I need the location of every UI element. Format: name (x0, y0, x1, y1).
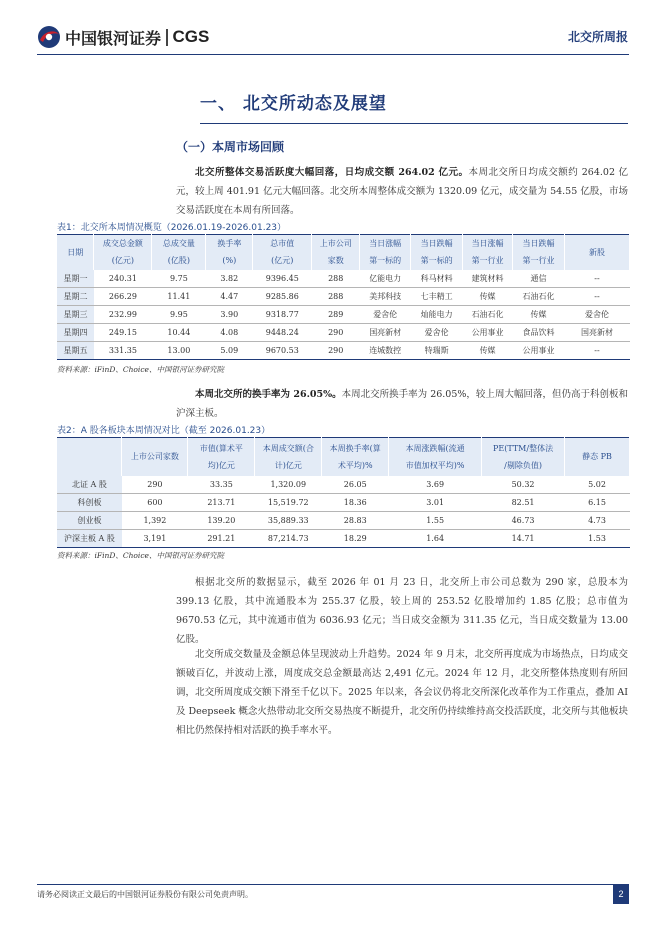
header-line: 第一行业 (522, 256, 555, 266)
table-cell: 18.36 (343, 498, 367, 507)
table2-header-row (57, 438, 630, 476)
table1-col-header (360, 235, 411, 270)
table-row (57, 530, 630, 548)
paragraph-body: 本周北交所日均成交额约 264.02 亿元，较上周 401.91 亿元大幅回落。北交所本周整体成交额为 1320.09 亿元，成交量为 54.55 亿股，市场交易活跃度在本周有所回落。 (176, 167, 629, 216)
table1-col-header (312, 235, 360, 270)
table-cell: 公用事业 (522, 346, 555, 355)
header-line: 第一行业 (471, 256, 504, 266)
table-cell: 139.20 (207, 516, 236, 525)
row-label-cell: 创业板 (57, 512, 122, 530)
table-row (57, 512, 630, 530)
paragraph-lead: 本周北交所的换手率为 26.05%。 (195, 389, 342, 400)
weekly-overview-table (57, 234, 630, 360)
table-cell: 50.32 (511, 479, 535, 489)
table-cell: 291.21 (207, 534, 236, 543)
header-line: 静态 PB (582, 452, 612, 462)
table-cell: 3.69 (426, 479, 445, 489)
header-line: 当日涨幅 (369, 239, 402, 249)
header-line: 换手率 (217, 239, 242, 249)
table-cell: 9.75 (169, 273, 188, 283)
table-cell: 传媒 (479, 292, 496, 301)
table-cell: 建筑材料 (471, 273, 504, 283)
table-cell: 213.71 (207, 498, 236, 507)
table-cell: 食品饮料 (522, 328, 555, 337)
table2-col-header (389, 438, 482, 476)
header-line: (亿元) (271, 256, 294, 266)
table-cell: 290 (147, 479, 163, 489)
table-cell: 9.95 (169, 310, 188, 319)
table1-col-header (463, 235, 513, 270)
subsection-title: （一）本周市场回顾 (176, 140, 285, 154)
company-logo (37, 24, 237, 50)
table-cell: 1.64 (426, 534, 445, 543)
logo-separator (166, 29, 168, 46)
table-cell: 石油石化 (471, 310, 504, 319)
table-cell: 288 (328, 292, 344, 301)
table-cell: 11.41 (167, 292, 191, 301)
footer-divider (37, 884, 629, 885)
table1-col-header (206, 235, 253, 270)
table1-col-header (513, 235, 565, 270)
table2-col-header (565, 438, 630, 476)
table-cell: 9396.45 (265, 273, 299, 283)
table-row (57, 270, 630, 288)
table-cell: 特瑞斯 (424, 346, 449, 355)
row-label-cell: 星期五 (57, 342, 94, 360)
page-number: 2 (613, 885, 629, 904)
row-label-cell: 星期三 (57, 306, 94, 324)
table-cell: 科马材料 (420, 273, 453, 283)
table-cell: 1.53 (588, 534, 606, 543)
table-cell: 240.31 (108, 273, 137, 283)
table-cell: 15,519.72 (267, 498, 309, 507)
table2-col-header (322, 438, 389, 476)
table1-col-header (57, 235, 94, 270)
logo-chinese-name: 中国银河证券 (65, 28, 162, 48)
table-cell: 290 (328, 328, 344, 337)
header-line: 当日跌幅 (420, 239, 453, 249)
table-cell: 4.08 (220, 328, 239, 337)
table1-caption: 表1：北交所本周情况概览（2026.01.19-2026.01.23） (57, 223, 287, 233)
section-title: 一、 北交所动态及展望 (200, 94, 387, 114)
header-line: 市值(算术平 (199, 443, 243, 453)
table-row (57, 324, 630, 342)
header-line: 新股 (588, 247, 605, 257)
table2-source: 资料来源：iFinD、Choice、中国银河证券研究院 (57, 551, 224, 560)
header-line: 第一标的 (420, 256, 453, 266)
table-cell: 石油石化 (522, 292, 555, 301)
table-cell: 5.02 (588, 479, 606, 489)
header-line: 总市值 (270, 239, 295, 249)
table-cell: -- (594, 292, 600, 301)
table-cell: 9670.53 (265, 346, 299, 355)
header-line: 均)亿元 (207, 460, 235, 470)
table-cell: 10.44 (167, 328, 191, 337)
table-cell: 288 (328, 273, 344, 283)
row-label-cell: 沪深主板 A 股 (57, 530, 122, 548)
table-cell: 14.71 (511, 534, 535, 543)
table-cell: 传媒 (530, 310, 547, 319)
table-cell: 18.29 (343, 534, 367, 543)
table-cell: 1,320.09 (270, 479, 307, 489)
table-cell: 28.83 (343, 516, 367, 525)
table1-col-header (94, 235, 152, 270)
row-label-cell: 北证 A 股 (57, 476, 122, 494)
header-line: (%) (222, 256, 237, 266)
header-line: (亿股) (167, 256, 190, 266)
header-line: 计)亿元 (274, 460, 302, 470)
report-type-label: 北交所周报 (567, 30, 628, 44)
table-row (57, 342, 630, 360)
row-label-cell: 星期一 (57, 270, 94, 288)
table-cell: 33.35 (209, 479, 233, 489)
table-cell: 美邦科技 (369, 292, 402, 301)
table-row (57, 476, 630, 494)
table-cell: 9448.24 (265, 328, 299, 337)
table-cell: 通信 (530, 273, 547, 283)
header-line: 成交总金额 (102, 239, 143, 249)
table-row (57, 306, 630, 324)
header-line: 当日跌幅 (522, 239, 555, 249)
table2-col-header (188, 438, 255, 476)
table-cell: 3.82 (220, 273, 239, 283)
table-cell: 连城数控 (369, 346, 402, 355)
table-cell: 46.73 (511, 516, 535, 525)
table1-col-header (253, 235, 312, 270)
table-cell: 266.29 (108, 292, 137, 301)
table-cell: 国亮新材 (580, 328, 613, 337)
table-cell: 600 (147, 498, 163, 507)
table-cell: 1,392 (143, 516, 167, 525)
table-row (57, 494, 630, 512)
table1-source: 资料来源：iFinD、Choice、中国银河证券研究院 (57, 365, 224, 374)
table2-caption: 表2：A 股各板块本周情况对比（截至 2026.01.23） (57, 426, 271, 436)
header-line: 日期 (67, 247, 84, 257)
table1-col-header (411, 235, 463, 270)
table1-header-row (57, 235, 630, 270)
paragraph-turnover-rate (176, 385, 628, 423)
header-line: (亿元) (111, 256, 135, 266)
table-cell: 9318.77 (265, 310, 299, 319)
header-line: PE(TTM/整体法 (493, 443, 554, 453)
row-label-cell: 科创板 (57, 494, 122, 512)
table-cell: 249.15 (108, 328, 137, 337)
table-cell: 爱舍伦 (584, 310, 609, 319)
header-line: 第一标的 (369, 256, 402, 266)
table-cell: 传媒 (479, 346, 496, 355)
footer-disclaimer: 请务必阅读正文最后的中国银河证券股份有限公司免责声明。 (37, 890, 253, 899)
table-cell: 4.73 (588, 516, 606, 525)
paragraph-turnover-summary (176, 163, 628, 220)
table-cell: 3,191 (143, 534, 167, 543)
paragraph-market-data: 根据北交所的数据显示，截至 2026 年 01 月 23 日，北交所上市公司总数为 290 家，总股本为 399.13 亿股，其中流通股本为 255.37 亿股，较上周的 253.52 亿股增加约 1.85 亿股；总市值为 9670.53 亿元，其中流通市值为 6036.93 亿元；当日成交金额为 311.35 亿元，当日成交数量为 13.00 亿股。 (176, 577, 628, 645)
header-line: /剔除负值) (504, 460, 542, 470)
table-cell: 13.00 (167, 346, 191, 355)
table1-col-header (564, 235, 629, 270)
table-cell: 国亮新材 (369, 328, 402, 337)
header-line: 上市公司家数 (130, 452, 179, 462)
row-label-cell: 星期四 (57, 324, 94, 342)
table-cell: 35,889.33 (267, 516, 309, 525)
header-line: 本周换手率(算 (329, 443, 381, 453)
table-cell: 4.47 (220, 292, 239, 301)
galaxy-logo-icon (37, 25, 61, 49)
table-cell: 82.51 (511, 498, 535, 507)
paragraph-body: 本周北交所换手率为 26.05%，较上周大幅回落，但仍高于科创板和沪深主板。 (176, 389, 628, 419)
table-cell: 七丰精工 (420, 292, 453, 301)
table-cell: 6.15 (588, 498, 606, 507)
header-line: 上市公司 (319, 239, 352, 249)
table-cell: 87,214.73 (267, 534, 309, 543)
table-row (57, 288, 630, 306)
table1-col-header (152, 235, 206, 270)
header-line: 本周涨跌幅(流通 (405, 443, 465, 453)
table-cell: 9285.86 (265, 292, 299, 301)
table-cell: 331.35 (108, 346, 137, 355)
row-label-cell: 星期二 (57, 288, 94, 306)
table-cell: 232.99 (108, 310, 137, 319)
table-cell: 爱舍伦 (373, 310, 398, 319)
header-line: 总成交量 (162, 239, 195, 249)
table-cell: 亿能电力 (369, 273, 402, 283)
table-cell: 3.01 (426, 498, 445, 507)
table-cell: 290 (328, 346, 344, 355)
header-line: 当日涨幅 (471, 239, 504, 249)
table-cell: 289 (328, 310, 344, 319)
header-line: 家数 (327, 256, 344, 266)
header-line: 术平均)% (337, 460, 373, 470)
paragraph-trend-analysis: 北交所成交数量及金额总体呈现波动上升趋势。2024 年 9 月末，北交所再度成为市场热点，日均成交额破百亿，并波动上涨，周度成交总金额最高达 2,491 亿元。2024 年 12 月，北交所整体热度则有所回调，北交所周度成交额下滑至千亿以下。2025 年以来，各会议仍将北交所深化改革作为工作重点，叠加 AI 及 Deepseek 概念火热带动北交所交易热度不断提升，北交所仍持续维持高交投活跃度，北交所与其他板块相比仍然保持相对活跃的换手率水平。 (176, 649, 628, 736)
table-cell: 爱舍伦 (424, 328, 449, 337)
table-cell: -- (594, 273, 600, 283)
board-comparison-table (57, 437, 630, 548)
table2-col-header (255, 438, 322, 476)
table-cell: 3.90 (220, 310, 239, 319)
section-title-rule (200, 123, 628, 124)
table-cell: 公用事业 (471, 328, 504, 337)
table-cell: 灿能电力 (420, 310, 453, 319)
table-cell: -- (594, 346, 600, 355)
logo-english-name: CGS (172, 27, 210, 46)
table2-col-header (482, 438, 565, 476)
table-cell: 26.05 (343, 479, 367, 489)
table2-col-header (122, 438, 188, 476)
paragraph-lead: 北交所整体交易活跃度大幅回落，日均成交额 264.02 亿元。 (195, 167, 469, 178)
header-line: 本周成交额(合 (262, 443, 314, 453)
table-cell: 5.09 (220, 346, 239, 355)
table-cell: 1.55 (426, 516, 445, 525)
header-line: 市值加权平均)% (405, 460, 465, 470)
header-divider (37, 54, 629, 55)
table2-col-header (57, 438, 122, 476)
